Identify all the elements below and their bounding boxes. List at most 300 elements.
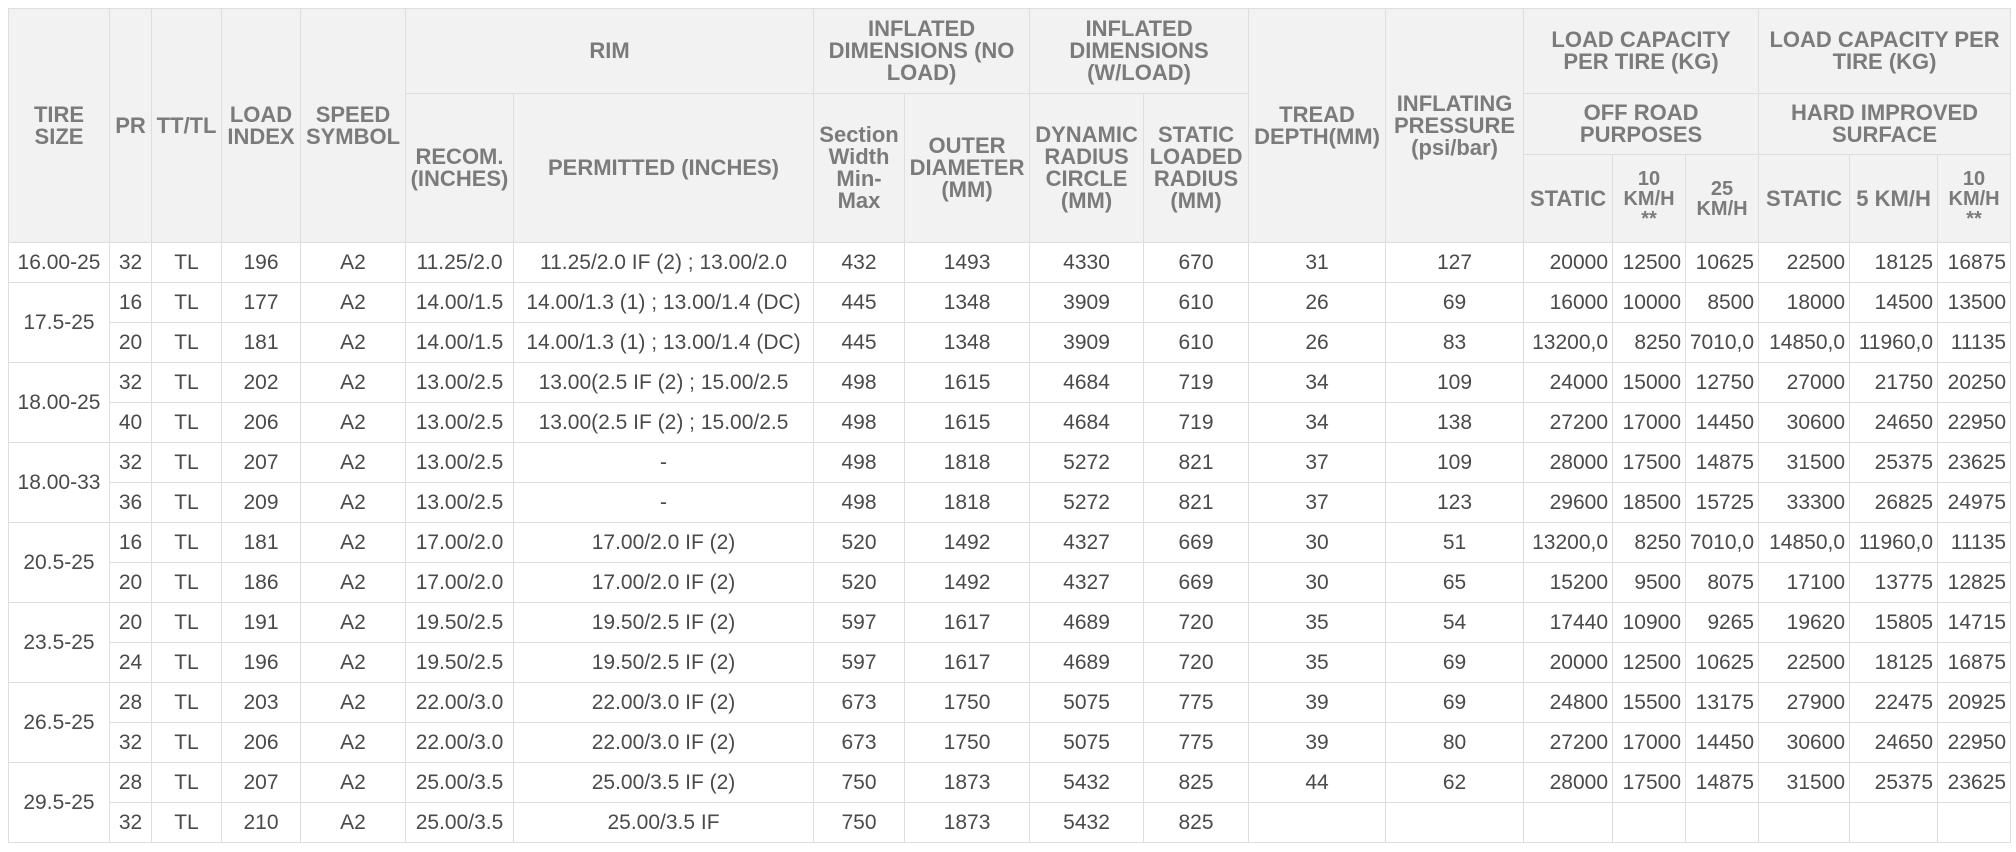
header-hard-surface: HARD IMPROVED SURFACE xyxy=(1759,94,2011,155)
cell-10kmh-off-road: 8250 xyxy=(1613,523,1686,563)
cell-tread-depth: 37 xyxy=(1249,443,1386,483)
cell-10kmh-hard-surface: 14715 xyxy=(1938,603,2011,643)
cell-inflating-pressure: 62 xyxy=(1386,763,1524,803)
cell-section-width: 432 xyxy=(814,243,905,283)
table-row xyxy=(9,763,2011,803)
cell-static-radius: 719 xyxy=(1144,363,1249,403)
cell-25kmh-off-road: 14450 xyxy=(1686,403,1759,443)
cell-rim-permitted: - xyxy=(514,443,814,483)
cell-speed-symbol: A2 xyxy=(301,403,406,443)
cell-outer-diameter: 1493 xyxy=(905,243,1030,283)
cell-25kmh-off-road: 7010,0 xyxy=(1686,523,1759,563)
cell-10kmh-hard-surface: 22950 xyxy=(1938,403,2011,443)
cell-speed-symbol: A2 xyxy=(301,443,406,483)
cell-rim-recom: 22.00/3.0 xyxy=(406,723,514,763)
cell-25kmh-off-road: 13175 xyxy=(1686,683,1759,723)
header-10kmh-hard-surface: 10 KM/H ** xyxy=(1938,155,2011,243)
table-row xyxy=(9,243,2011,283)
cell-dynamic-radius: 4330 xyxy=(1030,243,1144,283)
cell-static-off-road: 24800 xyxy=(1524,683,1613,723)
cell-speed-symbol: A2 xyxy=(301,323,406,363)
cell-tt-tl: TL xyxy=(152,483,222,523)
cell-tread-depth: 26 xyxy=(1249,323,1386,363)
cell-tt-tl: TL xyxy=(152,763,222,803)
cell-static-radius: 670 xyxy=(1144,243,1249,283)
cell-tt-tl: TL xyxy=(152,563,222,603)
cell-rim-permitted: 19.50/2.5 IF (2) xyxy=(514,643,814,683)
cell-5kmh-hard-surface: 14500 xyxy=(1850,283,1938,323)
cell-load-index: 207 xyxy=(222,443,301,483)
cell-5kmh-hard-surface: 25375 xyxy=(1850,763,1938,803)
table-row xyxy=(9,803,2011,843)
cell-10kmh-off-road: 10000 xyxy=(1613,283,1686,323)
cell-load-index: 210 xyxy=(222,803,301,843)
table-row xyxy=(9,723,2011,763)
cell-tread-depth: 39 xyxy=(1249,683,1386,723)
cell-static-radius: 610 xyxy=(1144,323,1249,363)
cell-5kmh-hard-surface: 18125 xyxy=(1850,643,1938,683)
cell-tread-depth: 30 xyxy=(1249,523,1386,563)
cell-tread-depth: 31 xyxy=(1249,243,1386,283)
cell-10kmh-off-road: 10900 xyxy=(1613,603,1686,643)
cell-static-off-road: 17440 xyxy=(1524,603,1613,643)
cell-dynamic-radius: 5432 xyxy=(1030,803,1144,843)
cell-load-index: 206 xyxy=(222,403,301,443)
cell-5kmh-hard-surface: 11960,0 xyxy=(1850,323,1938,363)
header-off-road: OFF ROAD PURPOSES xyxy=(1524,94,1759,155)
cell-dynamic-radius: 5272 xyxy=(1030,443,1144,483)
cell-speed-symbol: A2 xyxy=(301,363,406,403)
cell-rim-recom: 14.00/1.5 xyxy=(406,283,514,323)
cell-pr: 40 xyxy=(110,403,152,443)
cell-10kmh-hard-surface: 16875 xyxy=(1938,643,2011,683)
cell-dynamic-radius: 4684 xyxy=(1030,403,1144,443)
cell-dynamic-radius: 4684 xyxy=(1030,363,1144,403)
cell-speed-symbol: A2 xyxy=(301,483,406,523)
cell-speed-symbol: A2 xyxy=(301,523,406,563)
cell-section-width: 498 xyxy=(814,483,905,523)
cell-static-radius: 610 xyxy=(1144,283,1249,323)
cell-tt-tl: TL xyxy=(152,603,222,643)
cell-pr: 20 xyxy=(110,603,152,643)
cell-inflating-pressure: 69 xyxy=(1386,283,1524,323)
cell-tt-tl: TL xyxy=(152,363,222,403)
cell-static-off-road: 20000 xyxy=(1524,243,1613,283)
cell-10kmh-hard-surface: 11135 xyxy=(1938,523,2011,563)
cell-static-hard-surface: 19620 xyxy=(1759,603,1850,643)
cell-outer-diameter: 1617 xyxy=(905,643,1030,683)
cell-10kmh-off-road: 17500 xyxy=(1613,443,1686,483)
cell-speed-symbol: A2 xyxy=(301,603,406,643)
cell-25kmh-off-road: 7010,0 xyxy=(1686,323,1759,363)
cell-rim-permitted: 14.00/1.3 (1) ; 13.00/1.4 (DC) xyxy=(514,283,814,323)
cell-static-off-road: 20000 xyxy=(1524,643,1613,683)
cell-10kmh-hard-surface: 22950 xyxy=(1938,723,2011,763)
cell-rim-recom: 17.00/2.0 xyxy=(406,523,514,563)
table-header xyxy=(9,9,2011,243)
cell-static-hard-surface: 27900 xyxy=(1759,683,1850,723)
header-dynamic-radius: DYNAMIC RADIUS CIRCLE (MM) xyxy=(1030,94,1144,243)
cell-5kmh-hard-surface xyxy=(1850,803,1938,843)
cell-25kmh-off-road: 14875 xyxy=(1686,443,1759,483)
cell-static-off-road: 29600 xyxy=(1524,483,1613,523)
table-row xyxy=(9,443,2011,483)
header-section-width: Section Width Min-Max xyxy=(814,94,905,243)
cell-10kmh-hard-surface: 16875 xyxy=(1938,243,2011,283)
header-10kmh-off-road: 10 KM/H ** xyxy=(1613,155,1686,243)
cell-pr: 32 xyxy=(110,363,152,403)
cell-tire-size: 18.00-33 xyxy=(9,443,110,523)
cell-static-off-road: 28000 xyxy=(1524,443,1613,483)
cell-static-hard-surface: 22500 xyxy=(1759,243,1850,283)
cell-10kmh-off-road: 9500 xyxy=(1613,563,1686,603)
cell-rim-recom: 13.00/2.5 xyxy=(406,363,514,403)
cell-speed-symbol: A2 xyxy=(301,563,406,603)
cell-static-radius: 825 xyxy=(1144,803,1249,843)
cell-dynamic-radius: 3909 xyxy=(1030,283,1144,323)
cell-tt-tl: TL xyxy=(152,723,222,763)
cell-speed-symbol: A2 xyxy=(301,763,406,803)
table-row xyxy=(9,603,2011,643)
cell-10kmh-off-road: 15000 xyxy=(1613,363,1686,403)
cell-rim-recom: 14.00/1.5 xyxy=(406,323,514,363)
cell-pr: 32 xyxy=(110,803,152,843)
cell-10kmh-off-road: 17000 xyxy=(1613,723,1686,763)
cell-section-width: 445 xyxy=(814,283,905,323)
cell-inflating-pressure: 127 xyxy=(1386,243,1524,283)
cell-section-width: 498 xyxy=(814,443,905,483)
cell-tread-depth: 39 xyxy=(1249,723,1386,763)
cell-dynamic-radius: 4327 xyxy=(1030,523,1144,563)
cell-pr: 16 xyxy=(110,283,152,323)
cell-5kmh-hard-surface: 24650 xyxy=(1850,403,1938,443)
cell-static-hard-surface: 30600 xyxy=(1759,403,1850,443)
cell-static-off-road: 27200 xyxy=(1524,403,1613,443)
cell-10kmh-hard-surface: 13500 xyxy=(1938,283,2011,323)
cell-speed-symbol: A2 xyxy=(301,803,406,843)
cell-outer-diameter: 1492 xyxy=(905,563,1030,603)
cell-static-off-road: 13200,0 xyxy=(1524,523,1613,563)
cell-rim-permitted: 14.00/1.3 (1) ; 13.00/1.4 (DC) xyxy=(514,323,814,363)
cell-5kmh-hard-surface: 25375 xyxy=(1850,443,1938,483)
header-rim: RIM xyxy=(406,9,814,94)
cell-pr: 32 xyxy=(110,443,152,483)
cell-speed-symbol: A2 xyxy=(301,683,406,723)
cell-tt-tl: TL xyxy=(152,443,222,483)
cell-tt-tl: TL xyxy=(152,283,222,323)
cell-10kmh-hard-surface: 23625 xyxy=(1938,443,2011,483)
cell-static-hard-surface: 14850,0 xyxy=(1759,323,1850,363)
cell-outer-diameter: 1348 xyxy=(905,283,1030,323)
cell-tire-size: 18.00-25 xyxy=(9,363,110,443)
cell-pr: 32 xyxy=(110,243,152,283)
header-static-radius: STATIC LOADED RADIUS (MM) xyxy=(1144,94,1249,243)
cell-outer-diameter: 1617 xyxy=(905,603,1030,643)
cell-rim-recom: 11.25/2.0 xyxy=(406,243,514,283)
cell-tt-tl: TL xyxy=(152,243,222,283)
cell-25kmh-off-road: 15725 xyxy=(1686,483,1759,523)
cell-static-hard-surface: 31500 xyxy=(1759,763,1850,803)
cell-load-index: 181 xyxy=(222,323,301,363)
cell-25kmh-off-road: 10625 xyxy=(1686,643,1759,683)
cell-5kmh-hard-surface: 11960,0 xyxy=(1850,523,1938,563)
cell-pr: 28 xyxy=(110,683,152,723)
cell-rim-permitted: 25.00/3.5 IF (2) xyxy=(514,763,814,803)
cell-section-width: 673 xyxy=(814,683,905,723)
table-row xyxy=(9,483,2011,523)
cell-outer-diameter: 1615 xyxy=(905,363,1030,403)
cell-10kmh-hard-surface: 12825 xyxy=(1938,563,2011,603)
cell-tread-depth: 35 xyxy=(1249,603,1386,643)
cell-inflating-pressure: 109 xyxy=(1386,443,1524,483)
header-tt-tl: TT/TL xyxy=(152,9,222,243)
cell-static-hard-surface: 33300 xyxy=(1759,483,1850,523)
cell-rim-permitted: - xyxy=(514,483,814,523)
cell-section-width: 597 xyxy=(814,603,905,643)
cell-dynamic-radius: 5272 xyxy=(1030,483,1144,523)
cell-tire-size: 26.5-25 xyxy=(9,683,110,763)
cell-load-index: 202 xyxy=(222,363,301,403)
cell-section-width: 445 xyxy=(814,323,905,363)
table-row xyxy=(9,403,2011,443)
header-load-capacity-hard-surface: LOAD CAPACITY PER TIRE (KG) xyxy=(1759,9,2011,94)
cell-section-width: 520 xyxy=(814,563,905,603)
cell-section-width: 498 xyxy=(814,363,905,403)
cell-5kmh-hard-surface: 15805 xyxy=(1850,603,1938,643)
header-tread-depth: TREAD DEPTH(MM) xyxy=(1249,9,1386,243)
cell-section-width: 520 xyxy=(814,523,905,563)
cell-tire-size: 17.5-25 xyxy=(9,283,110,363)
cell-rim-permitted: 22.00/3.0 IF (2) xyxy=(514,723,814,763)
cell-tread-depth: 26 xyxy=(1249,283,1386,323)
cell-rim-permitted: 22.00/3.0 IF (2) xyxy=(514,683,814,723)
cell-static-radius: 669 xyxy=(1144,563,1249,603)
cell-static-off-road xyxy=(1524,803,1613,843)
cell-25kmh-off-road: 8075 xyxy=(1686,563,1759,603)
cell-25kmh-off-road xyxy=(1686,803,1759,843)
cell-section-width: 673 xyxy=(814,723,905,763)
cell-tire-size: 20.5-25 xyxy=(9,523,110,603)
cell-25kmh-off-road: 14450 xyxy=(1686,723,1759,763)
cell-static-hard-surface: 17100 xyxy=(1759,563,1850,603)
cell-tread-depth: 30 xyxy=(1249,563,1386,603)
cell-static-radius: 719 xyxy=(1144,403,1249,443)
cell-static-radius: 775 xyxy=(1144,723,1249,763)
cell-5kmh-hard-surface: 18125 xyxy=(1850,243,1938,283)
cell-static-hard-surface: 14850,0 xyxy=(1759,523,1850,563)
cell-static-hard-surface: 27000 xyxy=(1759,363,1850,403)
cell-rim-recom: 13.00/2.5 xyxy=(406,403,514,443)
cell-static-hard-surface xyxy=(1759,803,1850,843)
cell-load-index: 177 xyxy=(222,283,301,323)
cell-rim-permitted: 17.00/2.0 IF (2) xyxy=(514,563,814,603)
cell-rim-recom: 25.00/3.5 xyxy=(406,803,514,843)
tire-spec-table xyxy=(8,8,2011,843)
table-row xyxy=(9,283,2011,323)
cell-tt-tl: TL xyxy=(152,803,222,843)
cell-static-off-road: 28000 xyxy=(1524,763,1613,803)
cell-tire-size: 29.5-25 xyxy=(9,763,110,843)
cell-tread-depth: 37 xyxy=(1249,483,1386,523)
table-row xyxy=(9,563,2011,603)
cell-tt-tl: TL xyxy=(152,323,222,363)
cell-10kmh-off-road: 12500 xyxy=(1613,643,1686,683)
cell-5kmh-hard-surface: 26825 xyxy=(1850,483,1938,523)
header-static-hard-surface: STATIC xyxy=(1759,155,1850,243)
cell-rim-permitted: 19.50/2.5 IF (2) xyxy=(514,603,814,643)
cell-inflating-pressure: 83 xyxy=(1386,323,1524,363)
cell-static-off-road: 13200,0 xyxy=(1524,323,1613,363)
cell-rim-permitted: 25.00/3.5 IF xyxy=(514,803,814,843)
cell-load-index: 181 xyxy=(222,523,301,563)
cell-tire-size: 16.00-25 xyxy=(9,243,110,283)
cell-speed-symbol: A2 xyxy=(301,243,406,283)
cell-speed-symbol: A2 xyxy=(301,643,406,683)
cell-section-width: 750 xyxy=(814,763,905,803)
cell-tt-tl: TL xyxy=(152,683,222,723)
header-rim-recom: RECOM. (INCHES) xyxy=(406,94,514,243)
cell-pr: 16 xyxy=(110,523,152,563)
cell-rim-permitted: 17.00/2.0 IF (2) xyxy=(514,523,814,563)
cell-static-hard-surface: 30600 xyxy=(1759,723,1850,763)
cell-load-index: 206 xyxy=(222,723,301,763)
cell-outer-diameter: 1615 xyxy=(905,403,1030,443)
cell-outer-diameter: 1818 xyxy=(905,483,1030,523)
cell-static-off-road: 27200 xyxy=(1524,723,1613,763)
table-row xyxy=(9,363,2011,403)
cell-tread-depth xyxy=(1249,803,1386,843)
cell-dynamic-radius: 4689 xyxy=(1030,643,1144,683)
cell-static-off-road: 16000 xyxy=(1524,283,1613,323)
cell-tire-size: 23.5-25 xyxy=(9,603,110,683)
header-load-capacity-off-road: LOAD CAPACITY PER TIRE (KG) xyxy=(1524,9,1759,94)
cell-10kmh-off-road xyxy=(1613,803,1686,843)
cell-rim-recom: 22.00/3.0 xyxy=(406,683,514,723)
cell-inflating-pressure: 123 xyxy=(1386,483,1524,523)
table-row xyxy=(9,323,2011,363)
header-25kmh-off-road: 25 KM/H xyxy=(1686,155,1759,243)
cell-25kmh-off-road: 12750 xyxy=(1686,363,1759,403)
cell-10kmh-off-road: 18500 xyxy=(1613,483,1686,523)
cell-10kmh-hard-surface xyxy=(1938,803,2011,843)
cell-static-hard-surface: 22500 xyxy=(1759,643,1850,683)
cell-rim-recom: 13.00/2.5 xyxy=(406,443,514,483)
cell-rim-recom: 13.00/2.5 xyxy=(406,483,514,523)
header-rim-permitted: PERMITTED (INCHES) xyxy=(514,94,814,243)
cell-pr: 24 xyxy=(110,643,152,683)
cell-static-radius: 720 xyxy=(1144,603,1249,643)
cell-static-radius: 821 xyxy=(1144,483,1249,523)
cell-load-index: 196 xyxy=(222,643,301,683)
cell-rim-recom: 25.00/3.5 xyxy=(406,763,514,803)
table-row xyxy=(9,643,2011,683)
cell-10kmh-off-road: 15500 xyxy=(1613,683,1686,723)
cell-dynamic-radius: 4327 xyxy=(1030,563,1144,603)
cell-load-index: 207 xyxy=(222,763,301,803)
cell-25kmh-off-road: 10625 xyxy=(1686,243,1759,283)
cell-5kmh-hard-surface: 21750 xyxy=(1850,363,1938,403)
cell-speed-symbol: A2 xyxy=(301,723,406,763)
header-inflated-w-load: INFLATED DIMENSIONS (W/LOAD) xyxy=(1030,9,1249,94)
cell-rim-recom: 17.00/2.0 xyxy=(406,563,514,603)
cell-pr: 28 xyxy=(110,763,152,803)
cell-outer-diameter: 1750 xyxy=(905,723,1030,763)
header-outer-diameter: OUTER DIAMETER (MM) xyxy=(905,94,1030,243)
table-row xyxy=(9,683,2011,723)
cell-load-index: 196 xyxy=(222,243,301,283)
cell-5kmh-hard-surface: 24650 xyxy=(1850,723,1938,763)
cell-section-width: 597 xyxy=(814,643,905,683)
cell-dynamic-radius: 3909 xyxy=(1030,323,1144,363)
cell-10kmh-hard-surface: 23625 xyxy=(1938,763,2011,803)
cell-inflating-pressure xyxy=(1386,803,1524,843)
header-inflated-no-load: INFLATED DIMENSIONS (NO LOAD) xyxy=(814,9,1030,94)
cell-rim-recom: 19.50/2.5 xyxy=(406,643,514,683)
header-pr: PR xyxy=(110,9,152,243)
cell-inflating-pressure: 80 xyxy=(1386,723,1524,763)
cell-dynamic-radius: 5075 xyxy=(1030,723,1144,763)
cell-tread-depth: 34 xyxy=(1249,363,1386,403)
cell-tread-depth: 35 xyxy=(1249,643,1386,683)
cell-static-off-road: 15200 xyxy=(1524,563,1613,603)
cell-rim-permitted: 11.25/2.0 IF (2) ; 13.00/2.0 xyxy=(514,243,814,283)
cell-inflating-pressure: 54 xyxy=(1386,603,1524,643)
cell-section-width: 750 xyxy=(814,803,905,843)
cell-10kmh-hard-surface: 20250 xyxy=(1938,363,2011,403)
cell-load-index: 203 xyxy=(222,683,301,723)
header-5kmh-hard-surface: 5 KM/H xyxy=(1850,155,1938,243)
cell-tt-tl: TL xyxy=(152,523,222,563)
cell-inflating-pressure: 109 xyxy=(1386,363,1524,403)
table-row xyxy=(9,523,2011,563)
cell-outer-diameter: 1750 xyxy=(905,683,1030,723)
cell-pr: 36 xyxy=(110,483,152,523)
cell-static-radius: 821 xyxy=(1144,443,1249,483)
cell-pr: 20 xyxy=(110,323,152,363)
cell-outer-diameter: 1818 xyxy=(905,443,1030,483)
cell-pr: 32 xyxy=(110,723,152,763)
header-speed-symbol: SPEED SYMBOL xyxy=(301,9,406,243)
cell-10kmh-hard-surface: 11135 xyxy=(1938,323,2011,363)
cell-5kmh-hard-surface: 13775 xyxy=(1850,563,1938,603)
cell-static-radius: 669 xyxy=(1144,523,1249,563)
cell-outer-diameter: 1348 xyxy=(905,323,1030,363)
cell-inflating-pressure: 65 xyxy=(1386,563,1524,603)
cell-rim-permitted: 13.00(2.5 IF (2) ; 15.00/2.5 xyxy=(514,363,814,403)
cell-static-radius: 825 xyxy=(1144,763,1249,803)
cell-outer-diameter: 1873 xyxy=(905,803,1030,843)
cell-tread-depth: 44 xyxy=(1249,763,1386,803)
cell-outer-diameter: 1873 xyxy=(905,763,1030,803)
cell-10kmh-off-road: 17000 xyxy=(1613,403,1686,443)
cell-10kmh-hard-surface: 24975 xyxy=(1938,483,2011,523)
cell-10kmh-off-road: 8250 xyxy=(1613,323,1686,363)
cell-dynamic-radius: 5075 xyxy=(1030,683,1144,723)
cell-dynamic-radius: 4689 xyxy=(1030,603,1144,643)
header-tire-size: TIRE SIZE xyxy=(9,9,110,243)
table-body xyxy=(9,243,2011,843)
cell-static-radius: 775 xyxy=(1144,683,1249,723)
cell-tread-depth: 34 xyxy=(1249,403,1386,443)
cell-tt-tl: TL xyxy=(152,643,222,683)
cell-inflating-pressure: 69 xyxy=(1386,683,1524,723)
cell-speed-symbol: A2 xyxy=(301,283,406,323)
cell-rim-recom: 19.50/2.5 xyxy=(406,603,514,643)
header-static-off-road: STATIC xyxy=(1524,155,1613,243)
cell-static-radius: 720 xyxy=(1144,643,1249,683)
cell-inflating-pressure: 138 xyxy=(1386,403,1524,443)
cell-inflating-pressure: 69 xyxy=(1386,643,1524,683)
